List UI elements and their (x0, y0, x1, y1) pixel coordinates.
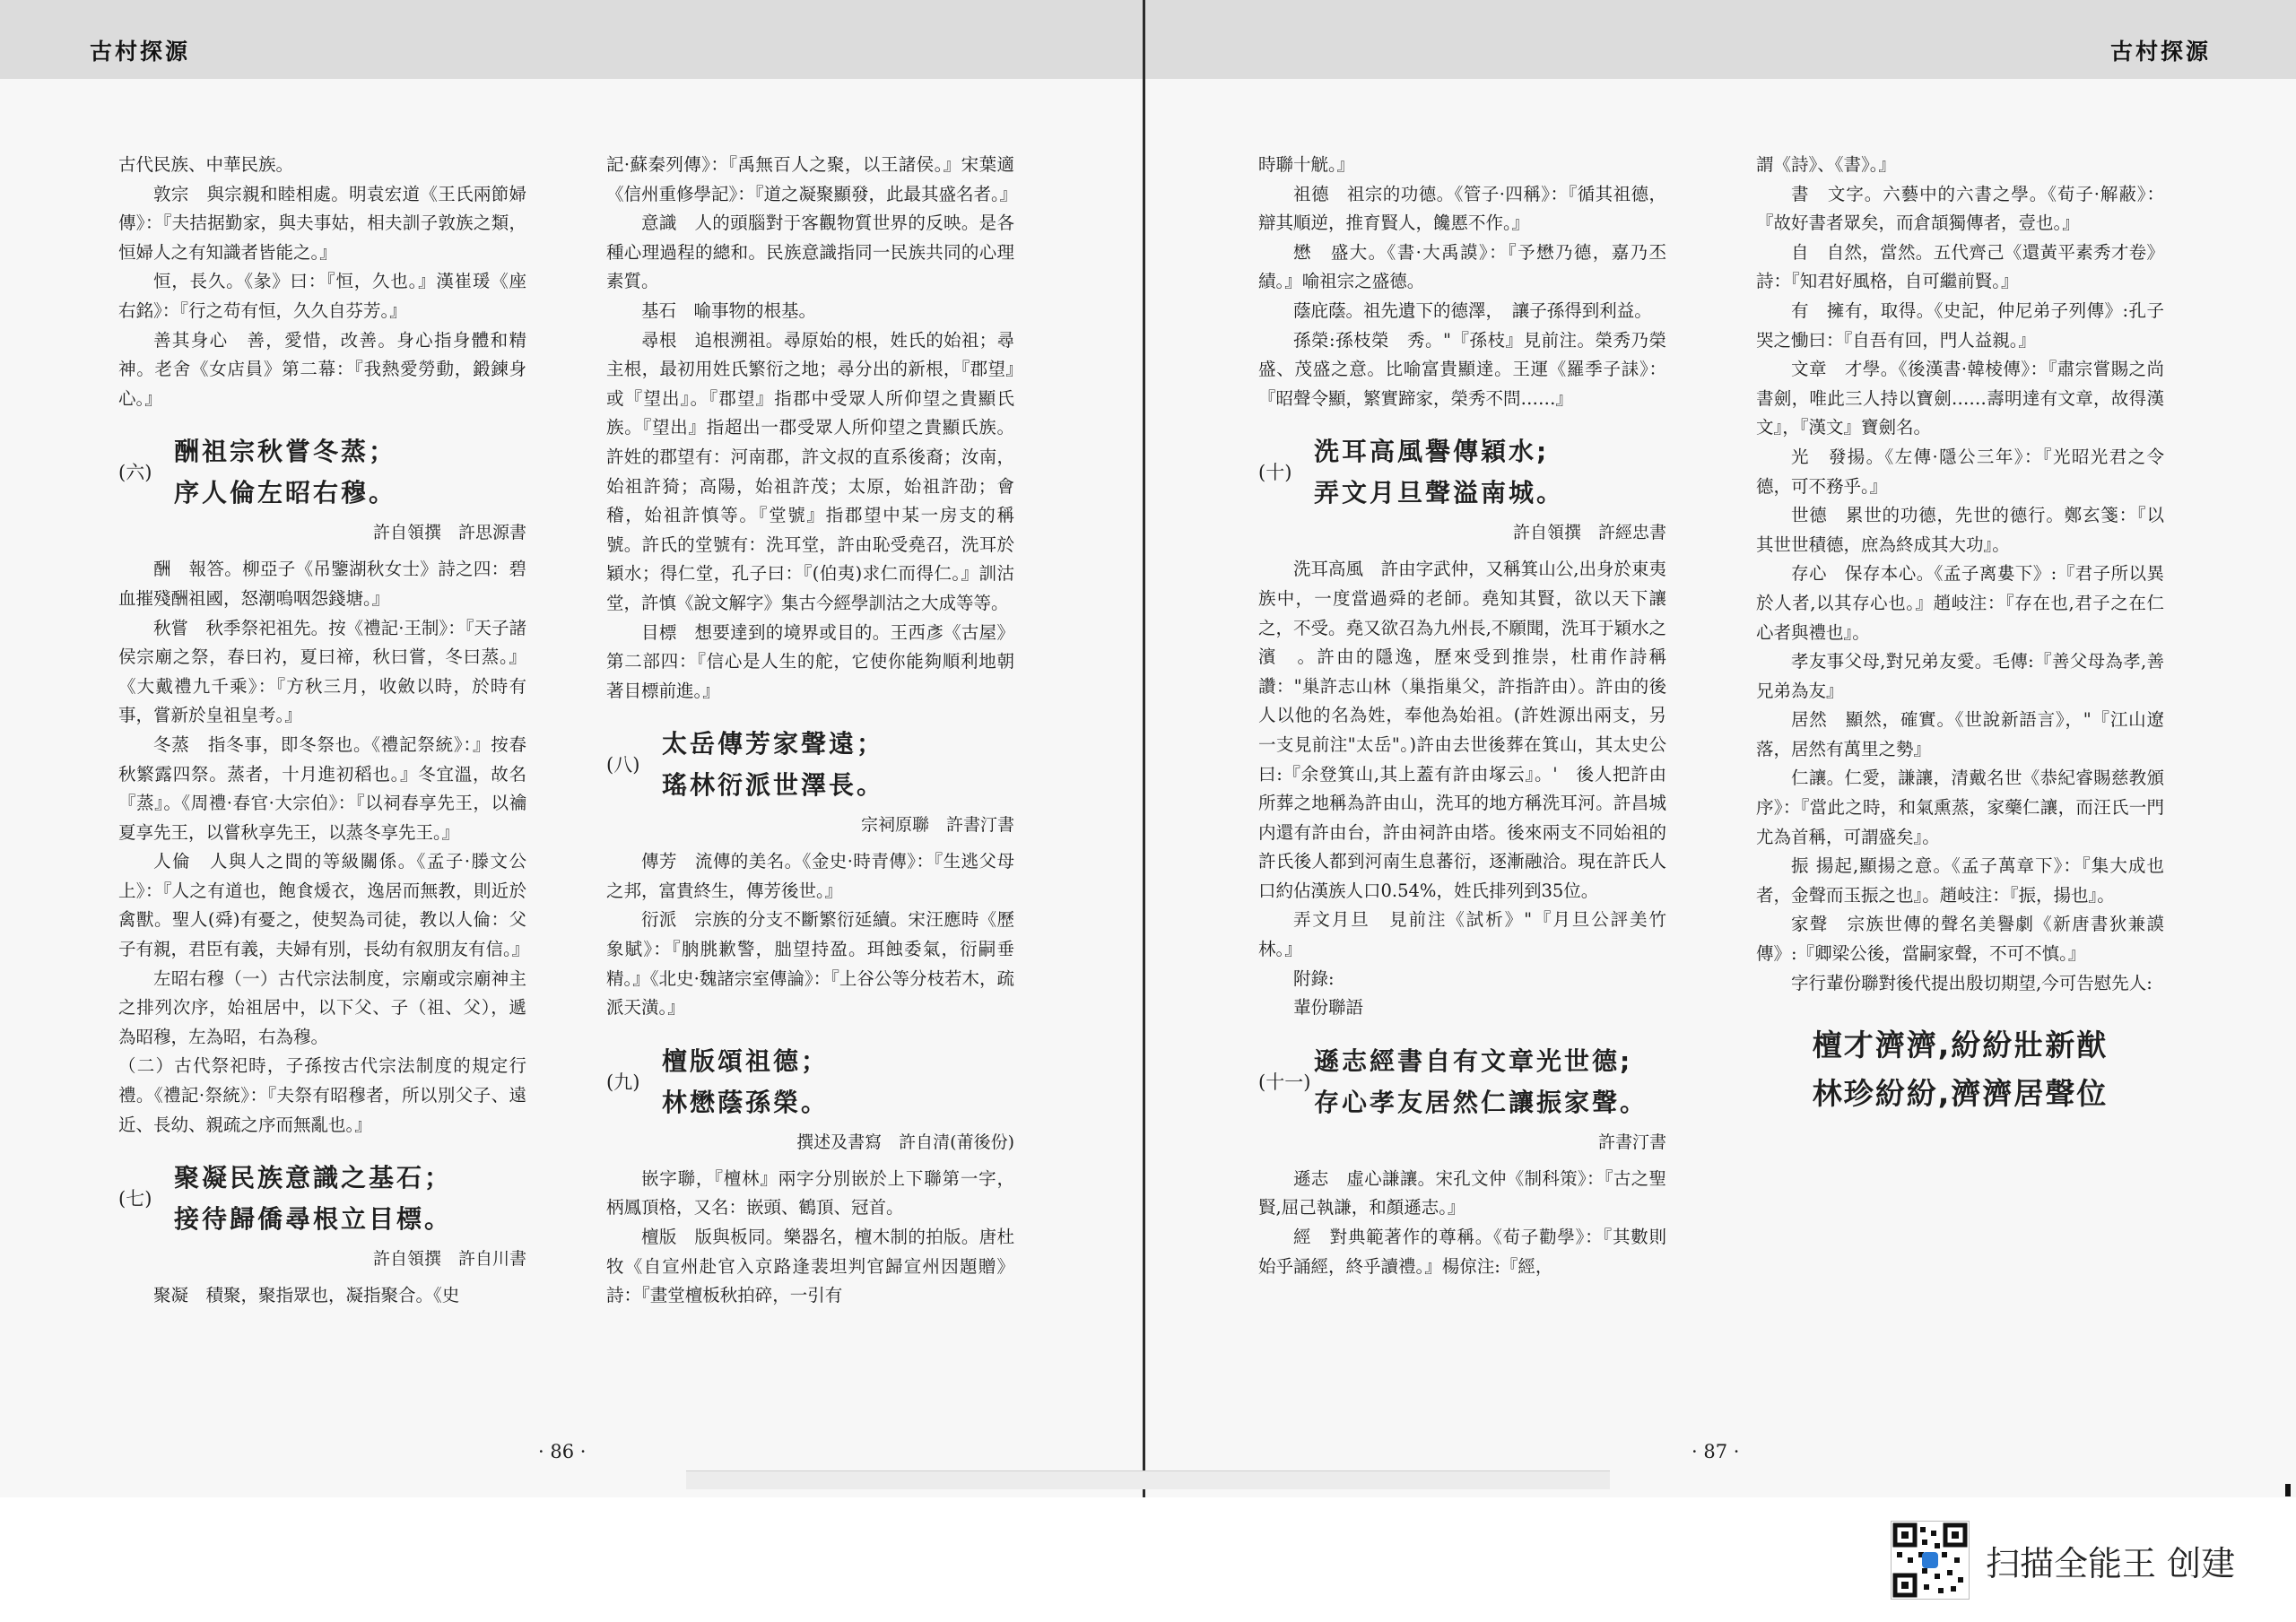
couplet-byline: 許自領撰 許自川書 (372, 1249, 526, 1270)
paragraph: 恒，長久。《彖》曰：『恒，久也。』漢崔瑗《座右銘》：『行之苟有恒，久久自芬芳。』 (118, 271, 526, 321)
paragraph: 意識 人的頭腦對于客觀物質世界的反映。是各種心理過程的總和。民族意識指同一民族共同的心理素質。 (606, 213, 1014, 292)
couplet-line-2: 林懋蔭孫榮。 (662, 1087, 830, 1117)
page-number-87: · 87 · (1692, 1441, 1740, 1462)
page-87 (1145, 0, 2296, 1497)
closing-couplet (1756, 1021, 2164, 1118)
couplet-6 (118, 431, 526, 514)
paragraph: 左昭右穆（一）古代宗法制度，宗廟或宗廟神主之排列次序，始祖居中，以下父、子（祖、父），遞為昭穆，左為昭，右為穆。 (118, 967, 526, 1047)
paragraph: 懋 盛大。《書·大禹謨》：『予懋乃德，嘉乃丕績。』喻祖宗之盛德。 (1258, 241, 1666, 292)
paragraph: 孫榮:孫枝榮 秀。"『孫枝』見前注。榮秀乃榮 盛、茂盛之意。比喻富貴顯達。王運《羅季子誄》：『昭聲令顯，繁實蹄家，榮秀不問……』 (1258, 329, 1684, 409)
paragraph: 聚凝 積聚，聚指眾也，凝指聚合。《史 (153, 1285, 460, 1306)
header-title-left: 古村探源 (90, 39, 191, 65)
couplet-line-2: 存心孝友居然仁讓振家聲。 (1314, 1087, 1648, 1117)
couplet-number: (六) (118, 462, 152, 484)
paragraph: 書 文字。六藝中的六書之學。《荀子·解蔽》：『故好書者眾矣，而倉頡獨傳者，壹也。』 (1756, 183, 2164, 234)
scan-edge-mark (2285, 1484, 2291, 1496)
couplet-byline: 許自領撰 許經忠書 (1512, 523, 1666, 543)
scanner-watermark (1891, 1521, 2235, 1600)
couplet-line-2: 弄文月旦聲溢南城。 (1314, 478, 1565, 508)
paragraph: 孝友事父母,對兄弟友愛。毛傳:『善父母為孝,善兄弟為友』 (1756, 651, 2164, 701)
paragraph: 冬蒸 指冬事，即冬祭也。《禮記祭統》：』按春秋繁露四祭。蒸者，十月進初稻也。』冬宜溫，故名『蒸』。《周禮·春官·大宗伯》：『以祠春享先王，以禴夏享先王，以嘗秋享先王，以蒸冬享先王。』 (118, 733, 526, 843)
paragraph: 自 自然，當然。五代齊己《還黃平素秀才卷》詩：『知君好風格，自可繼前賢。』 (1756, 241, 2164, 292)
couplet-number: (八) (606, 753, 640, 776)
couplet-line-2: 瑤林衍派世澤長。 (662, 770, 885, 801)
couplet-7 (118, 1158, 526, 1240)
paragraph: 家聲 宗族世傳的聲名美譽劇《新唐書狄兼謨傳》:『卿梁公後，當嗣家聲，不可不慎。』 (1756, 914, 2164, 965)
paragraph: 存心 保存本心。《孟子离婁下》:『君子所以異於人者,以其存心也。』趙岐注：『存在也,君子之在仁心者與禮也』。 (1756, 563, 2164, 643)
couplet-9 (606, 1041, 1014, 1123)
paragraph: 衍派 宗族的分支不斷繁衍延續。宋汪應時《歷象賦》：『朒朓歉警，朏望持盈。珥蝕委氣，衍嗣垂精。』《北史·魏諸宗室傳論》：『上谷公等分枝若木，疏派天潢。』 (606, 909, 1014, 1019)
paragraph: 目標 想要達到的境界或目的。王西彥《古屋》第二部四：『信心是人生的舵，它使你能夠順利地朝著目標前進。』 (606, 621, 1014, 701)
closing-line-1: 檀才濟濟,紛紛壯新猷 (1812, 1028, 2109, 1063)
page87-column-2 (1756, 151, 2164, 1118)
paragraph: 人倫 人與人之間的等級關係。《孟子·滕文公上》：『人之有道也，飽食煖衣，逸居而無教，則近於禽獸。聖人(舜)有憂之，使契為司徒，教以人倫：父子有親，君臣有義，夫婦有別，長幼有叙朋友有信。』 (118, 851, 530, 960)
closing-line-2: 林珍紛紛,濟濟居聲位 (1812, 1076, 2109, 1112)
page-bottom-edge (686, 1470, 1610, 1489)
paragraph: 傳芳 流傳的美名。《金史·時青傳》：『生逃父母之邦，富貴終生，傳芳後世。』 (606, 851, 1014, 901)
paragraph: 弄文月旦 見前注《試析》"『月旦公評美竹林。』 (1258, 909, 1666, 960)
paragraph: 敦宗 與宗親和睦相處。明袁宏道《王氏兩節婦傳》：『夫拮据勤家，與夫事姑，相夫訓子敦族之類，恒婦人之有知識者皆能之。』 (118, 183, 526, 263)
paragraph: （二）古代祭祀時，子孫按古代宗法制度的規定行禮。《禮記·祭統》：『夫祭有昭穆者，所以別父子、遠近、長幼、親疏之序而無亂也。』 (118, 1055, 526, 1135)
page86-column-1 (118, 151, 530, 1311)
paragraph: 洗耳高風 許由字武仲，又稱箕山公,出身於東夷族中，一度當過舜的老師。堯知其賢，欲以天下讓之，不受。堯又欲召為九州長,不願聞，洗耳于穎水之濱 。許由的隱逸，歷來受到推崇，杜甫作詩稱讚："巢許志山林（巢指巢父，許指許由）。許由的後人以他的名為姓，奉他為始祖。(許姓源出兩支，另一支見前注"太岳"。)許由去世後葬在箕山，其太史公曰:『余登箕山,其上蓋有許由塚云』。' 後人把許由所葬之地稱為許由山，洗耳的地方稱洗耳河。許昌城内還有許由台，許由祠許由塔。後來兩支不同始祖的許氏後人都到河南生息蕃衍，逐漸融洽。現在許氏人口約佔漢族人口0.54%，姓氏排列到35位。 (1258, 559, 1666, 901)
paragraph: 經 對典範著作的尊稱。《荀子勸學》：『其數則始乎誦經，終乎讀禮。』楊倞注:『經， (1258, 1227, 1666, 1277)
paragraph: 嵌字聯，『檀林』兩字分別嵌於上下聯第一字，柄鳳頂格，又名：嵌頭、鶴頂、冠首。 (606, 1167, 1014, 1219)
couplet-line-1: 太岳傳芳家聲遠； (662, 729, 885, 759)
couplet-line-1: 洗耳高風譽傳穎水; (1314, 437, 1550, 467)
paragraph: 古代民族、中華民族。 (118, 154, 294, 175)
paragraph: 基石 喻事物的根基。 (641, 299, 817, 321)
paragraph: 振 揚起,顯揚之意。《孟子萬章下》：『集大成也者，金聲而玉振之也』。趙岐注：『振，揚也』。 (1756, 855, 2164, 906)
paragraph: 文章 才學。《後漢書·韓棱傳》：『肅宗嘗賜之尚書劍，唯此三人持以寶劍……壽明達有文章，故得漢文』，『漢文』寶劍名。 (1756, 359, 2164, 438)
couplet-10 (1258, 431, 1666, 514)
running-header-left (0, 0, 1143, 79)
couplet-byline: 宗祠原聯 許書汀書 (860, 815, 1014, 836)
couplet-byline: 許自領撰 許思源書 (372, 523, 526, 543)
qr-code-graphic (1892, 1522, 1969, 1599)
couplet-number: (十) (1258, 462, 1292, 484)
paragraph: 檀版 版與板同。樂器名，檀木制的拍版。唐杜牧《自宣州赴官入京路逢裴坦判官歸宣州因題贈》詩：『畫堂檀板秋拍碎，一引有 (606, 1227, 1014, 1306)
couplet-8 (606, 724, 1014, 806)
paragraph: 尋根 追根溯祖。尋原始的根，姓氏的始祖；尋主根，最初用姓氏繁衍之地；尋分出的新根，『郡望』或『望出』。『郡望』指郡中受眾人所仰望之貴顯氏族。『望出』指超出一郡受眾人所仰望之貴顯氏族。許姓的郡望有：河南郡，許文叔的直系後裔；汝南，始祖許猗；高陽，始祖許茂；太原，始祖許劭；會稽，始祖許慎等。『堂號』指郡望中某一房支的稱號。許氏的堂號有：洗耳堂，許由恥受堯召，洗耳於穎水；得仁堂，孔子曰：『(伯夷)求仁而得仁。』訓沽堂，許慎《說文解字》集古今經學訓沽之大成等等。 (606, 329, 1014, 613)
couplet-byline: 撰述及書寫 許自清(莆後份) (796, 1132, 1014, 1152)
couplet-number: (七) (118, 1187, 152, 1210)
qr-code-icon (1891, 1521, 1970, 1600)
paragraph: 謂《詩》、《書》。』 (1756, 154, 1897, 175)
paragraph: 酬 報答。柳亞子《吊鑒湖秋女士》詩之四：碧血摧殘酬祖國，怒潮嗚咽怨錢塘。』 (118, 559, 526, 609)
annex-subtitle: 輩份聯語 (1293, 997, 1364, 1019)
couplet-line-2: 序人倫左昭右穆。 (174, 478, 397, 508)
paragraph: 時聯十觥。』 (1258, 154, 1355, 175)
couplet-line-1: 聚凝民族意識之基石； (174, 1163, 453, 1193)
page87-column-1 (1258, 151, 1684, 1281)
paragraph: 記·蘇秦列傳》：『禹無百人之聚，以王諸侯。』宋葉適《信州重修學記》：『道之凝聚顯發，此最其盛名者。』 (606, 154, 1018, 204)
paragraph: 仁讓。仁愛，謙讓，清戴名世《恭紀睿賜慈教頒序》：『當此之時，和氣熏蒸，家藥仁讓，而汪氏一門尤為首稱，可謂盛矣』。 (1756, 768, 2164, 847)
couplet-line-1: 檀版頌祖德； (662, 1045, 830, 1076)
couplet-line-1: 遜志經書自有文章光世德; (1314, 1045, 1633, 1076)
paragraph: 世德 累世的功德，先世的德行。鄭玄箋：『以其世世積德，庶為終成其大功』。 (1756, 505, 2164, 555)
paragraph: 字行輩份聯對後代提出殷切期望,今可告慰先人: (1791, 972, 2152, 993)
paragraph: 秋嘗 秋季祭祀祖先。按《禮記·王制》：『天子諸侯宗廟之祭，春曰礿，夏曰禘，秋曰嘗，冬曰蒸。』《大戴禮九千乘》：『方秋三月，收斂以時，於時有事，嘗新於皇祖皇考。』 (118, 617, 526, 726)
couplet-byline: 許書汀書 (1597, 1132, 1666, 1152)
couplet-11 (1258, 1041, 1666, 1123)
watermark-text: 扫描全能王 创建 (1986, 1543, 2236, 1583)
paragraph: 祖德 祖宗的功德。《管子·四稱》：『循其祖德，辯其順逆，推育賢人，饞慝不作。』 (1258, 183, 1666, 234)
paragraph: 居然 顯然，確實。《世說新語言》，"『江山遼落，居然有萬里之勢』 (1756, 709, 2164, 759)
paragraph: 光 發揚。《左傳·隱公三年》：『光昭光君之令德，可不務乎。』 (1756, 446, 2164, 497)
page86-column-2 (606, 151, 1018, 1311)
paragraph: 有 擁有，取得。《史記，仲尼弟子列傳》:孔子哭之慟曰：『自吾有回，門人益親。』 (1756, 299, 2164, 351)
paragraph: 善其身心 善，愛惜，改善。身心指身體和精神。老舍《女店員》第二幕：『我熱愛勞動，鍛鍊身心。』 (118, 329, 526, 409)
couplet-line-2: 接待歸僑尋根立目標。 (174, 1204, 453, 1235)
couplet-number: (九) (606, 1071, 640, 1093)
couplet-number: (十一) (1258, 1071, 1311, 1093)
annex-label: 附錄: (1293, 967, 1335, 989)
paragraph: 遜志 虛心謙讓。宋孔文仲《制科策》：『古之聖賢,屈己執謙，和顏遜志。』 (1258, 1167, 1666, 1219)
header-title-right: 古村探源 (2109, 39, 2211, 65)
running-header-right (1145, 0, 2296, 79)
paragraph: 蔭庇蔭。祖先遺下的德澤， 讓子孫得到利益。 (1293, 299, 1652, 321)
page-number-86: · 86 · (538, 1441, 587, 1462)
page-86 (0, 0, 1145, 1497)
couplet-line-1: 酬祖宗秋嘗冬蒸； (174, 437, 397, 467)
